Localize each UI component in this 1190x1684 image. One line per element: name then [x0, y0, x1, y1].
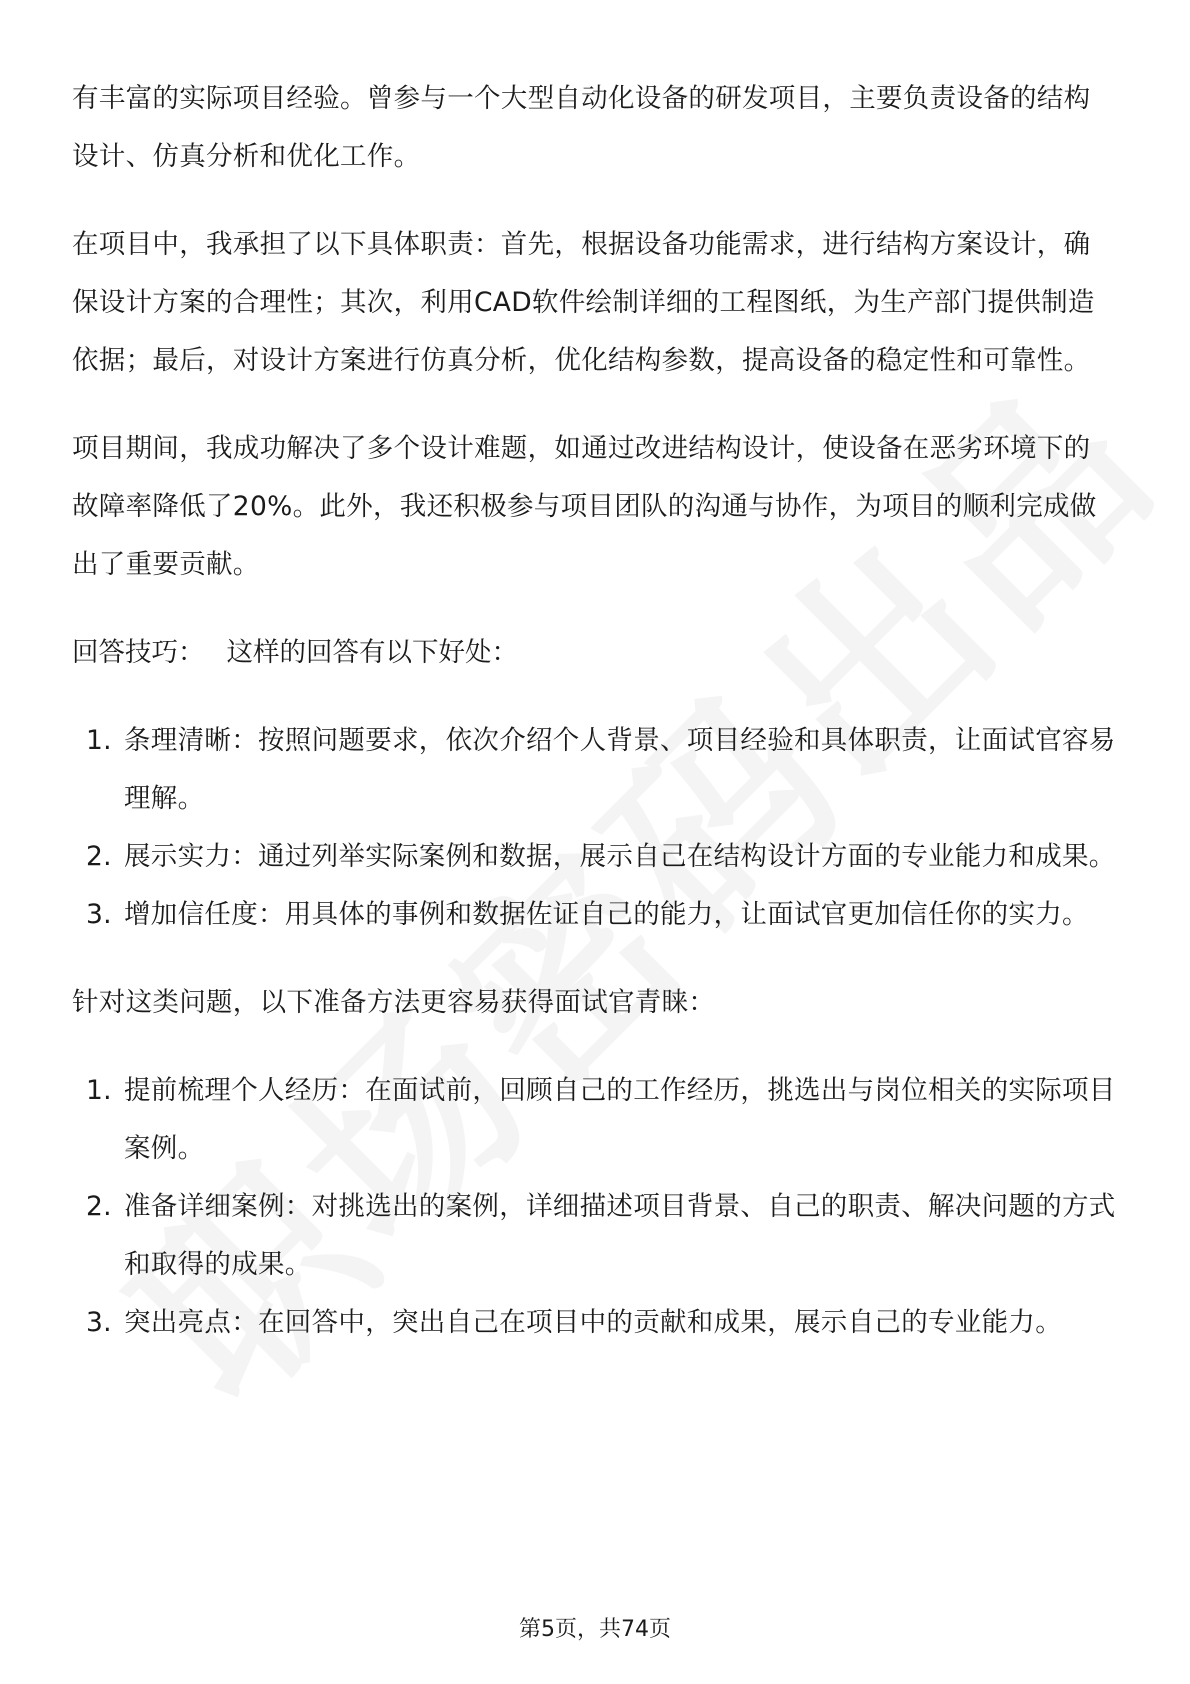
list-item-number: 3. — [86, 899, 112, 930]
list-item-text: 突出亮点：在回答中，突出自己在项目中的贡献和成果，展示自己的专业能力。 — [124, 1307, 1062, 1338]
tips-heading — [72, 624, 1117, 682]
prep-intro: 针对这类问题，以下准备方法更容易获得面试官青睐： — [72, 987, 716, 1018]
list-item-number: 3. — [86, 1307, 112, 1338]
list-item-text: 增加信任度：用具体的事例和数据佐证自己的能力，让面试官更加信任你的实力。 — [124, 899, 1089, 930]
list-item — [72, 886, 1117, 944]
list-item-number: 1. — [86, 725, 112, 756]
list-item-number: 1. — [86, 1075, 112, 1106]
paragraph-experience-intro: 有丰富的实际项目经验。曾参与一个大型自动化设备的研发项目，主要负责设备的结构设计、仿真分析和优化工作。 — [72, 83, 1091, 172]
tips-text: 这样的回答有以下好处： — [226, 637, 518, 668]
list-item-number: 2. — [86, 841, 112, 872]
tips-label: 回答技巧： — [72, 637, 205, 668]
list-item-text: 条理清晰：按照问题要求，依次介绍个人背景、项目经验和具体职责，让面试官容易理解。 — [124, 725, 1116, 814]
document-body — [72, 70, 1117, 1382]
list-item — [72, 1062, 1117, 1178]
list-item-number: 2. — [86, 1191, 112, 1222]
list-item — [72, 1178, 1117, 1294]
tips-list — [72, 712, 1117, 944]
list-item — [72, 712, 1117, 828]
paragraph-responsibilities: 在项目中，我承担了以下具体职责：首先，根据设备功能需求，进行结构方案设计，确保设计方案的合理性；其次，利用CAD软件绘制详细的工程图纸，为生产部门提供制造依据；最后，对设计方案进行仿真分析，优化结构参数，提高设备的稳定性和可靠性。 — [72, 229, 1095, 376]
list-item-text: 提前梳理个人经历：在面试前，回顾自己的工作经历，挑选出与岗位相关的实际项目案例。 — [124, 1075, 1116, 1164]
list-item — [72, 1294, 1117, 1352]
prep-list — [72, 1062, 1117, 1352]
list-item — [72, 828, 1117, 886]
list-item-text: 展示实力：通过列举实际案例和数据，展示自己在结构设计方面的专业能力和成果。 — [124, 841, 1116, 872]
paragraph-achievements: 项目期间，我成功解决了多个设计难题，如通过改进结构设计，使设备在恶劣环境下的故障率降低了20%。此外，我还积极参与项目团队的沟通与协作，为项目的顺利完成做出了重要贡献。 — [72, 433, 1097, 580]
page-number: 第5页，共74页 — [519, 1617, 671, 1642]
page-footer — [0, 1612, 1190, 1643]
list-item-text: 准备详细案例：对挑选出的案例，详细描述项目背景、自己的职责、解决问题的方式和取得的成果。 — [124, 1191, 1116, 1280]
